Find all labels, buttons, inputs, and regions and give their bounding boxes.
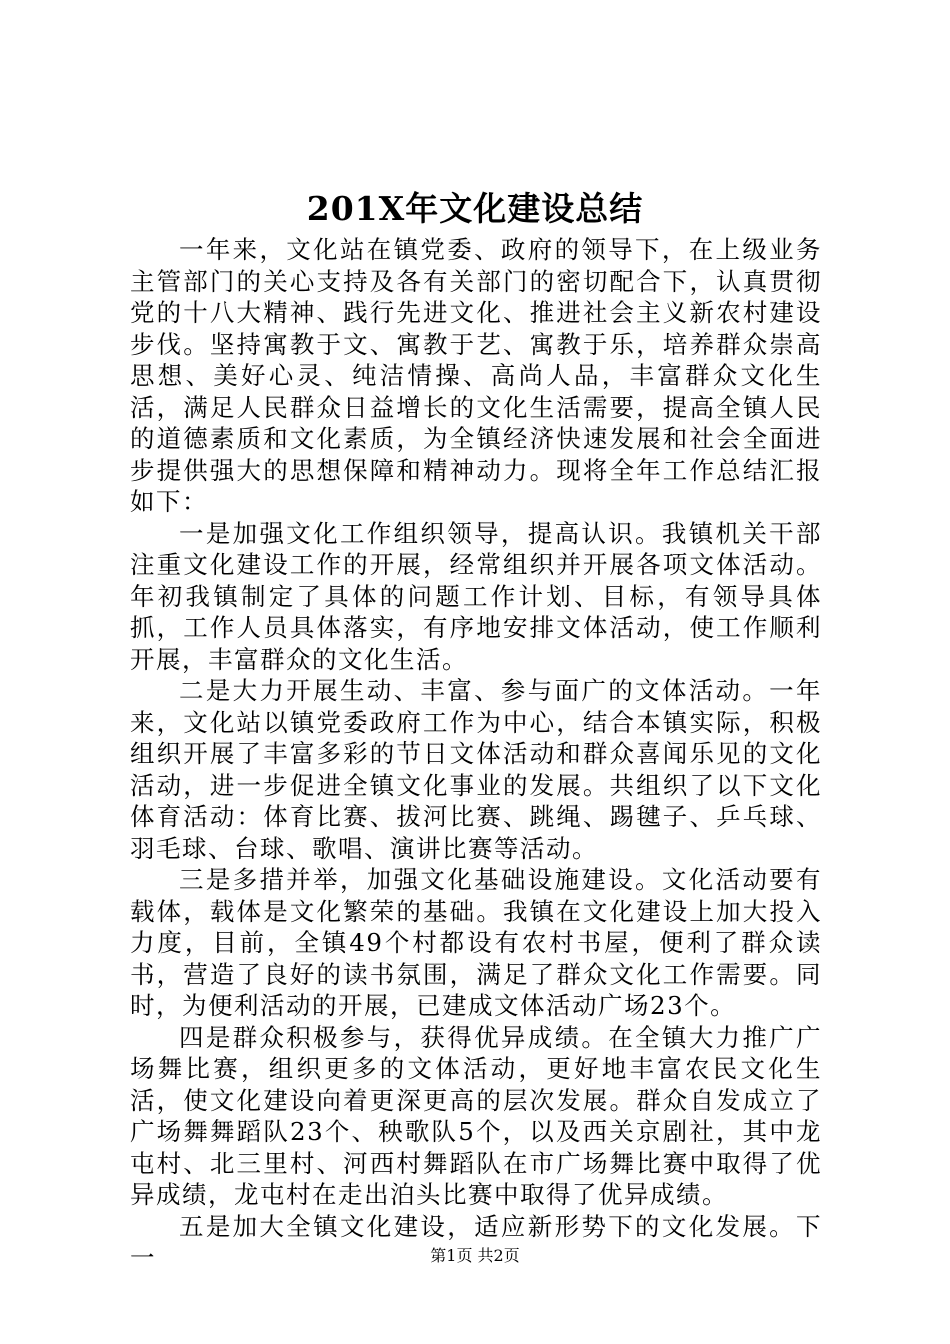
paragraph-intro: 一年来，文化站在镇党委、政府的领导下，在上级业务主管部门的关心支持及各有关部门的密切配合下，认真贯彻党的十八大精神、践行先进文化、推进社会主义新农村建设步伐。坚持寓教于文、寓教于艺、寓教于乐，培养群众崇高思想、美好心灵、纯洁情操、高尚人品，丰富群众文化生活，满足人民群众日益增长的文化生活需要，提高全镇人民的道德素质和文化素质，为全镇经济快速发展和社会全面进步提供强大的思想保障和精神动力。现将全年工作总结汇报如下：: [130, 235, 822, 516]
paragraph-item-3: 三是多措并举，加强文化基础设施建设。文化活动要有载体，载体是文化繁荣的基础。我镇在文化建设上加大投入力度，目前，全镇49个村都设有农村书屋，便利了群众读书，营造了良好的读书氛围，满足了群众文化工作需要。同时，为便利活动的开展，已建成文体活动广场23个。: [130, 865, 822, 1020]
paragraph-item-1: 一是加强文化工作组织领导，提高认识。我镇机关干部注重文化建设工作的开展，经常组织并开展各项文体活动。年初我镇制定了具体的问题工作计划、目标，有领导具体抓，工作人员具体落实，有序地安排文体活动，使工作顺利开展，丰富群众的文化生活。: [130, 518, 822, 674]
document-body: [130, 234, 822, 1274]
page-number-footer: 第1页 共2页: [430, 1246, 520, 1265]
paragraph-item-4: 四是群众积极参与，获得优异成绩。在全镇大力推广广场舞比赛，组织更多的文体活动，更好地丰富农民文化生活，使文化建设向着更深更高的层次发展。群众自发成立了广场舞舞蹈队23个、秧歌队5个，以及西关京剧社，其中龙屯村、北三里村、河西村舞蹈队在市广场舞比赛中取得了优异成绩，龙屯村在走出泊头比赛中取得了优异成绩。: [130, 1022, 822, 1209]
paragraph-item-5: 五是加大全镇文化建设，适应新形势下的文化发展。下一: [130, 1211, 822, 1272]
document-title: 201X年文化建设总结: [306, 189, 644, 228]
paragraph-item-2: 二是大力开展生动、丰富、参与面广的文体活动。一年来，文化站以镇党委政府工作为中心，结合本镇实际，积极组织开展了丰富多彩的节日文体活动和群众喜闻乐见的文化活动，进一步促进全镇文化事业的发展。共组织了以下文化体育活动：体育比赛、拔河比赛、跳绳、踢毽子、乒乓球、羽毛球、台球、歌唱、演讲比赛等活动。: [130, 676, 822, 863]
